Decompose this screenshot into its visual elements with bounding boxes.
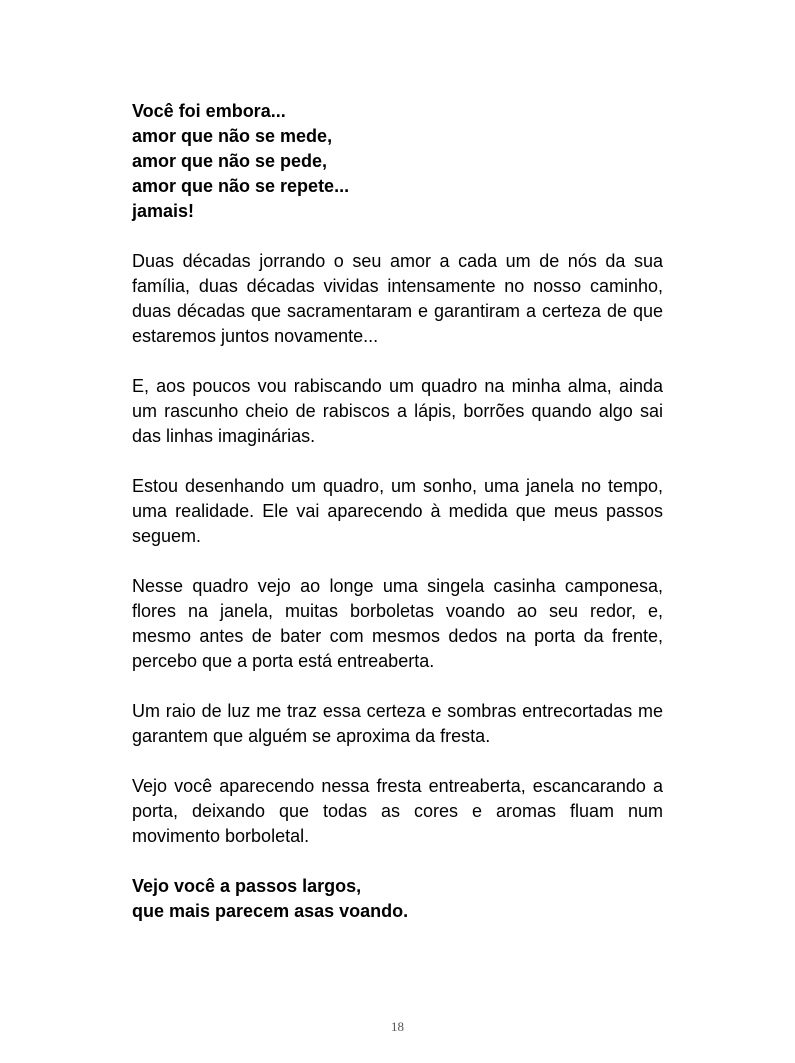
body-paragraph: Nesse quadro vejo ao longe uma singela casinha camponesa, flores na janela, muitas borboletas voando ao seu redor, e, mesmo antes de bater com mesmos dedos na porta da frente, percebo que a porta está entreaberta. bbox=[132, 576, 663, 671]
stanza-line: amor que não se pede, bbox=[132, 151, 328, 171]
closing-stanza bbox=[132, 874, 663, 924]
page-content bbox=[132, 99, 663, 949]
body-paragraph: Um raio de luz me traz essa certeza e sombras entrecortadas me garantem que alguém se aproxima da fresta. bbox=[132, 701, 663, 746]
stanza-line: amor que não se repete... bbox=[132, 176, 350, 196]
stanza-line: amor que não se mede, bbox=[132, 126, 333, 146]
stanza-line: que mais parecem asas voando. bbox=[132, 901, 409, 921]
body-paragraph: Vejo você aparecendo nessa fresta entreaberta, escancarando a porta, deixando que todas as cores e aromas fluam num movimento borboletal. bbox=[132, 776, 663, 846]
body-paragraph: Estou desenhando um quadro, um sonho, uma janela no tempo, uma realidade. Ele vai aparecendo à medida que meus passos seguem. bbox=[132, 476, 663, 546]
body-paragraph: E, aos poucos vou rabiscando um quadro na minha alma, ainda um rascunho cheio de rabiscos a lápis, borrões quando algo sai das linhas imaginárias. bbox=[132, 376, 663, 446]
page-number: 18 bbox=[391, 1019, 404, 1034]
opening-stanza bbox=[132, 99, 663, 224]
stanza-line: Você foi embora... bbox=[132, 101, 286, 121]
body-paragraph: Duas décadas jorrando o seu amor a cada um de nós da sua família, duas décadas vividas intensamente no nosso caminho, duas décadas que sacramentaram e garantiram a certeza de que estaremos juntos novamente... bbox=[132, 251, 663, 346]
stanza-line: Vejo você a passos largos, bbox=[132, 876, 362, 896]
stanza-line: jamais! bbox=[132, 201, 195, 221]
